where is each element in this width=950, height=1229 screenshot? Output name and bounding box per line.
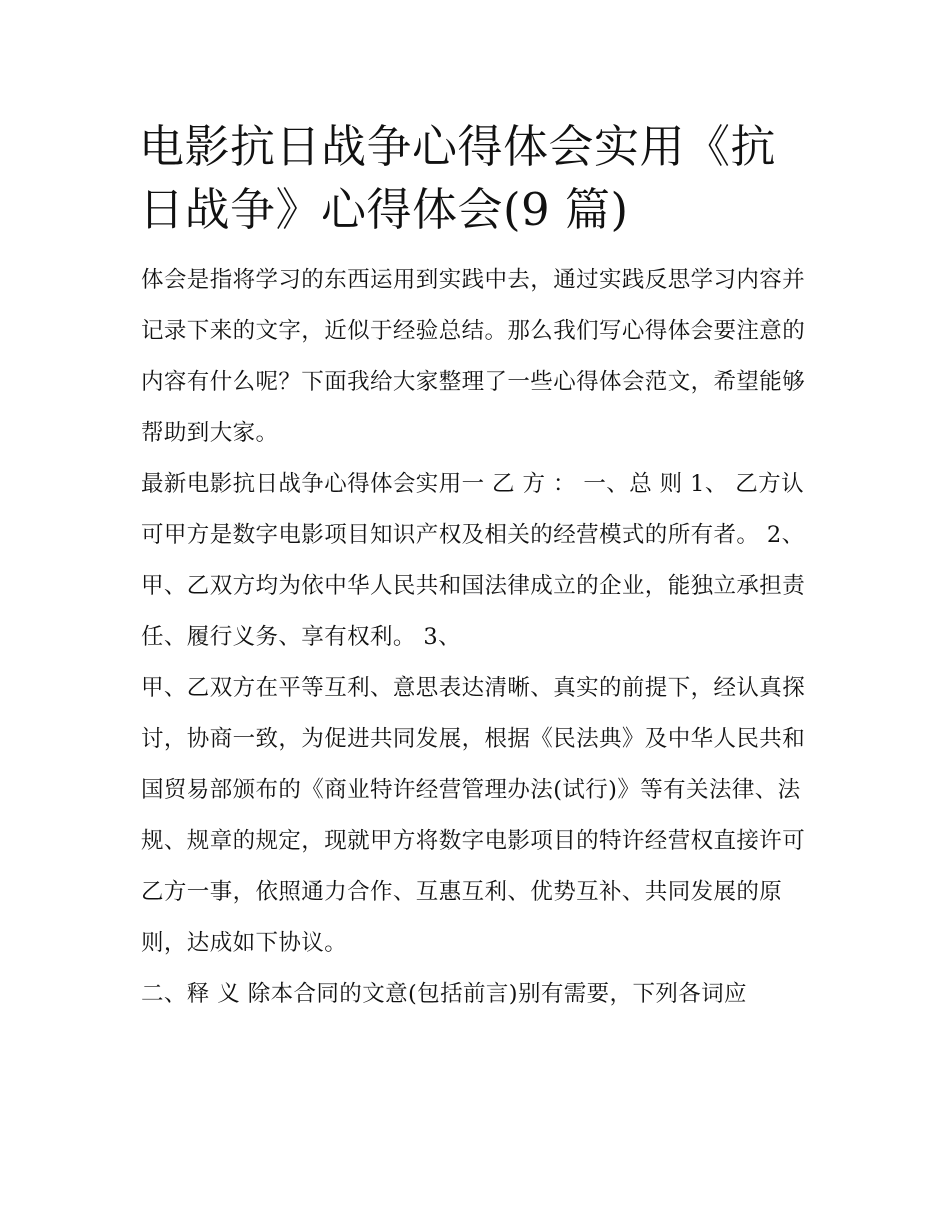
- paragraph-clause-3: 甲、乙双方在平等互利、意思表达清晰、真实的前提下，经认真探讨，协商一致，为促进共同发展，根据《民法典》及中华人民共和国贸易部颁布的《商业特许经营管理办法(试行)》等有关法律、法规、规章的规定，现就甲方将数字电影项目的特许经营权直接许可乙方一事，依照通力合作、互惠互利、优势互补、共同发展的原则，达成如下协议。: [141, 675, 806, 956]
- document-title: 电影抗日战争心得体会实用《抗日战争》心得体会(9 篇): [139, 120, 777, 236]
- document-page: [141, 115, 821, 1020]
- paragraph-clause-1: 最新电影抗日战争心得体会实用一 乙 方 ： 一、总 则 1、 乙方认可甲方是数字电影项目知识产权及相关的经营模式的所有者。 2、: [141, 471, 805, 548]
- paragraph-intro: 体会是指将学习的东西运用到实践中去，通过实践反思学习内容并记录下来的文字，近似于经验总结。那么我们写心得体会要注意的内容有什么呢？下面我给大家整理了一些心得体会范文，希望能够帮助到大家。: [141, 267, 806, 446]
- paragraph-definitions: 二、释 义 除本合同的文意(包括前言)别有需要，下列各词应: [141, 981, 747, 1007]
- paragraph-clause-2: 甲、乙双方均为依中华人民共和国法律成立的企业，能独立承担责任、履行义务、享有权利。 3、: [141, 573, 806, 650]
